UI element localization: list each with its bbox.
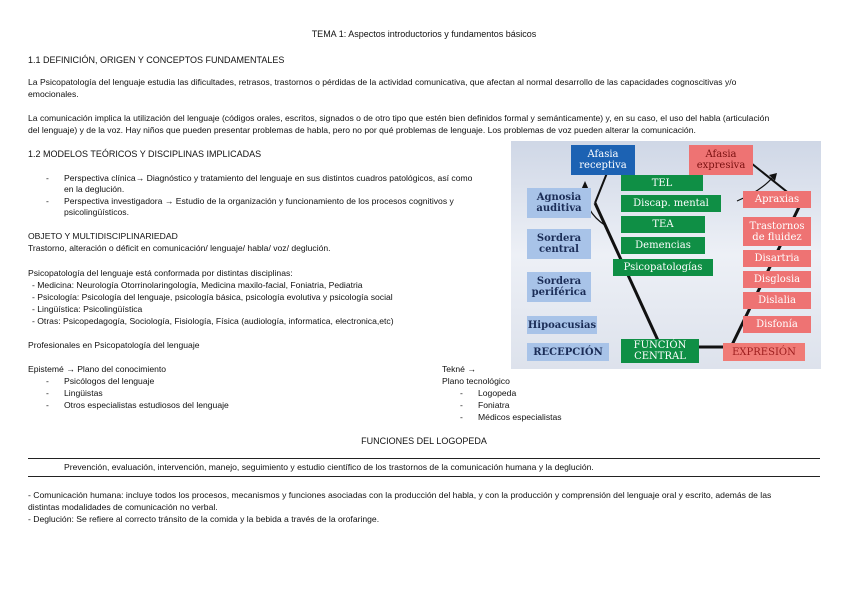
disciplina-otras: - Otras: Psicopedagogía, Sociología, Fisiología, Física (audiología, informatica, electronica,etc) — [32, 316, 394, 326]
sordera-periferica-line-1: Sordera — [536, 276, 582, 287]
disglosia-box — [743, 271, 811, 288]
page-title: TEMA 1: Aspectos introductorios y fundamentos básicos — [311, 29, 537, 39]
language-function-diagram — [511, 141, 821, 369]
funcion-central-line-1: FUNCIÓN — [633, 340, 687, 351]
afasia-receptiva-line-1: Afasia — [587, 149, 619, 160]
tel-box — [621, 175, 703, 191]
sordera-periferica-line-2: periférica — [531, 287, 587, 298]
tekne-heading: Tekné → — [442, 364, 476, 374]
disciplina-medicina: - Medicina: Neurología Otorrinolaringología, Medicina maxilo-facial, Foniatria, Pediatria — [32, 280, 363, 290]
disglosia-label: Disglosia — [753, 274, 801, 285]
apraxias-label: Apraxias — [754, 194, 800, 205]
list-marker: - — [460, 388, 463, 398]
bullet-clinica-line-1: Perspectiva clínica→ Diagnóstico y tratamiento del lenguaje en sus distintos cuadros patológicos, así como — [64, 173, 473, 183]
trastornos-fluidez-line-1: Trastornos — [749, 220, 805, 232]
funcion-central-box — [621, 339, 699, 363]
objeto-text: Trastorno, alteración o déficit en comunicación/ lenguaje/ habla/ voz/ deglución. — [28, 243, 331, 253]
list-marker: - — [46, 376, 49, 386]
bullet-clinica-line-2: en la deglución. — [64, 184, 125, 194]
profesionales-heading: Profesionales en Psicopatología del lenguaje — [28, 340, 200, 350]
afasia-expresiva-box — [689, 145, 753, 175]
expresion-label: EXPRESIÓN — [732, 346, 796, 358]
apraxias-box — [743, 191, 811, 208]
funciones-heading: FUNCIONES DEL LOGOPEDA — [361, 436, 487, 446]
episteme-item: Otros especialistas estudiosos del lenguaje — [64, 400, 229, 410]
divider-bottom — [28, 476, 820, 477]
tekne-item: Médicos especialistas — [478, 412, 562, 422]
divider-top — [28, 458, 820, 459]
recepcion-label: RECEPCIÓN — [533, 346, 603, 358]
disartria-label: Disartria — [754, 253, 800, 264]
afasia-expresiva-line-2: expresiva — [696, 160, 746, 171]
afasia-receptiva-line-2: receptiva — [579, 160, 627, 171]
sordera-central-box — [527, 229, 591, 259]
tea-box — [621, 216, 705, 233]
list-marker: - — [46, 400, 49, 410]
funcion-central-line-2: CENTRAL — [634, 351, 686, 362]
afasia-expresiva-line-1: Afasia — [705, 149, 737, 160]
bullet-marker: - — [46, 173, 49, 183]
hipoacusias-label: Hipoacusias — [527, 319, 597, 331]
bullet-investigadora-line-1: Perspectiva investigadora → Estudio de la organización y funcionamiento de los procesos cognitivos y — [64, 196, 454, 206]
tel-label: TEL — [651, 177, 673, 189]
disciplina-psicologia: - Psicología: Psicología del lenguaje, psicología básica, psicología evolutiva y psicología social — [32, 292, 393, 302]
section-1-heading: 1.1 DEFINICIÓN, ORIGEN Y CONCEPTOS FUNDAMENTALES — [28, 55, 285, 65]
agnosia-auditiva-box — [527, 188, 591, 218]
bullet-marker: - — [46, 196, 49, 206]
discap-mental-box — [621, 195, 721, 212]
list-marker: - — [460, 412, 463, 422]
section-1-paragraph-1-line-2: emocionales. — [28, 89, 79, 99]
dislalia-label: Dislalia — [758, 295, 796, 306]
section-2-heading: 1.2 MODELOS TEÓRICOS Y DISCIPLINAS IMPLICADAS — [28, 149, 262, 159]
objeto-heading: OBJETO Y MULTIDISCIPLINARIEDAD — [28, 231, 178, 241]
tekne-item: Foniatra — [478, 400, 510, 410]
disfonia-box — [743, 316, 811, 333]
section-1-paragraph-2-line-2: del lenguaje) y de la voz. Hay niños que pueden presentar problemas de habla, pero no por qué problemas de lenguaje. Los problemas de voz pueden alterar la comunicación. — [28, 125, 696, 135]
disfonia-label: Disfonía — [756, 319, 798, 330]
episteme-item: Psicólogos del lenguaje — [64, 376, 155, 386]
episteme-heading: Epistemé → Plano del conocimiento — [28, 364, 167, 374]
recepcion-box — [527, 343, 609, 361]
trastornos-fluidez-line-2: de fluidez — [752, 231, 802, 243]
agnosia-line-2: auditiva — [536, 203, 582, 214]
sordera-central-line-2: central — [539, 244, 579, 255]
discap-mental-label: Discap. mental — [633, 198, 709, 209]
disciplina-linguistica: - Lingüística: Psicolingüística — [32, 304, 143, 314]
expresion-box — [723, 343, 805, 361]
funciones-text: Prevención, evaluación, intervención, manejo, seguimiento y estudio científico de los trastornos de la comunicación humana y la deglución. — [64, 462, 594, 472]
list-marker: - — [46, 388, 49, 398]
note-comunicacion-line-2: distintas modalidades de comunicación no verbal. — [28, 502, 218, 512]
section-1-paragraph-2-line-1: La comunicación implica la utilización del lenguaje (códigos orales, escritos, signados o de otro tipo que estén bien definidos formal y semánticamente) y, en su caso, el uso del habla (articulación — [28, 113, 770, 123]
episteme-item: Lingüistas — [64, 388, 103, 398]
bullet-investigadora-line-2: psicolingüísticos. — [64, 207, 129, 217]
note-deglucion: - Deglución: Se refiere al correcto tránsito de la comida y la bebida a través de la orofaringe. — [28, 514, 380, 524]
section-1-paragraph-1-line-1: La Psicopatología del lenguaje estudia las dificultades, retrasos, trastornos o pérdidas de la actividad comunicativa, que afectan al normal desarrollo de las capacidades cognoscitivas y/o — [28, 77, 737, 87]
afasia-receptiva-box — [571, 145, 635, 175]
tekne-item: Logopeda — [478, 388, 517, 398]
tea-label: TEA — [652, 219, 674, 230]
psicopatologias-label: Psicopatologías — [623, 262, 703, 273]
sordera-central-line-1: Sordera — [536, 233, 582, 244]
sordera-periferica-box — [527, 272, 591, 302]
list-marker: - — [460, 400, 463, 410]
hipoacusias-box — [527, 316, 597, 334]
disartria-box — [743, 250, 811, 267]
disciplinas-intro: Psicopatología del lenguaje está conformada por distintas disciplinas: — [28, 268, 293, 278]
agnosia-line-1: Agnosia — [536, 192, 582, 203]
psicopatologias-box — [613, 259, 713, 276]
tekne-subheading: Plano tecnológico — [442, 376, 510, 386]
trastornos-fluidez-box — [743, 217, 811, 246]
note-comunicacion-line-1: - Comunicación humana: incluye todos los procesos, mecanismos y funciones asociadas con la producción del habla, y con la producción y comprensión del lenguaje oral y escrito, además de las — [28, 490, 772, 500]
dislalia-box — [743, 292, 811, 309]
demencias-label: Demencias — [635, 240, 691, 251]
demencias-box — [621, 237, 705, 254]
